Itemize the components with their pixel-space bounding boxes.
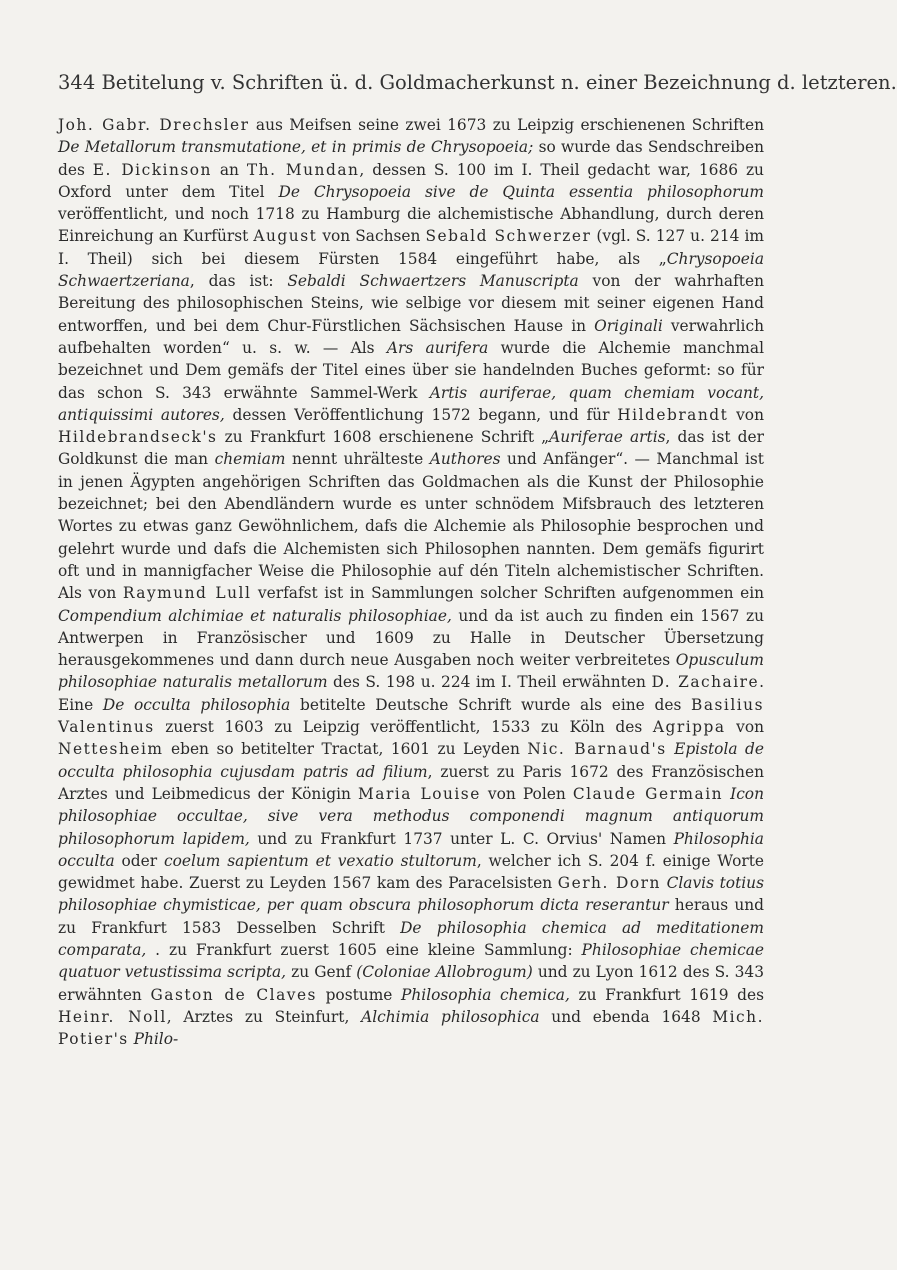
spaced-name-text: Sebald Schwerzer [425,227,592,246]
italic-title-text: De Chrysopoeia sive de Quinta essentia philosophorum [278,182,764,201]
text-run: betitelte Deutsche Schrift wurde als eine des [290,695,692,714]
text-run: zuerst 1603 zu Leipzig veröffentlicht, 1533 zu Köln des [154,718,653,737]
spaced-name-text: D. Zachaire [651,673,760,692]
italic-title-text: De Metallorum transmutatione, et in primis de Chrysopoeia; [58,138,534,157]
spaced-name-text: Agrippa [652,718,726,737]
italic-title-text: Philosophia occulta [58,829,764,870]
spaced-name-text: Maria Louise [358,784,481,803]
text-run: , Arztes zu Steinfurt, [166,1007,362,1026]
text-run: . zu Frankfurt zuerst 1605 eine kleine Sammlung: [146,940,582,959]
italic-title-text: Opusculum philosophiae naturalis metallorum [58,651,764,692]
text-run: von [725,718,765,737]
spaced-name-text: Hildebrandt [617,405,729,424]
italic-title-text: Clavis totius philosophiae chymisticae, per quam obscura philosophorum dicta reserantur [58,874,764,915]
text-run: wurde die Alchemie manchmal bezeichnet und Dem gemäfs der Titel eines über sie handelnden Buches geformt: so für das schon S. 343 erwähnte Sammel-Werk [58,338,764,402]
italic-title-text: chemiam [214,450,286,469]
spaced-name-text: Gaston de Claves [150,985,317,1004]
page-number: 344 [58,71,96,94]
spaced-name-text: Nic. Barnaud's [527,740,667,759]
italic-title-text: Philosophia chemica, [401,985,570,1004]
italic-title-text: Authores [429,450,501,469]
italic-title-text: Originali [594,316,663,335]
spaced-name-text: Nettesheim [58,740,164,759]
italic-title-text: Philosophiae chemicae quatuor vetustissima scripta, [58,940,765,982]
text-run: verfafst ist in Sammlungen solcher Schriften aufgenommen ein [251,584,765,603]
text-run: an [211,160,247,179]
text-run: zu Frankfurt 1619 des [569,985,764,1004]
spaced-name-text: Th. Mundan [246,160,360,179]
text-run: und zu Lyon 1612 des S. 343 erwähnten [58,963,764,1004]
text-run: von Polen [480,784,573,803]
spaced-name-text: Mich. Potier's [58,1007,764,1049]
text-run: zu Frankfurt 1608 erschienene Schrift „ [217,428,550,447]
spaced-name-text: August [253,227,318,246]
italic-title-text: De philosophia chemica ad meditationem comparata, [58,918,764,959]
running-header [58,70,897,96]
text-run: , das ist: [189,272,288,291]
italic-title-text: Icon philosophiae occultae, sive vera methodus componendi magnum antiquorum philosophorum lapidem, [58,784,764,848]
text-run: dessen Veröffentlichung 1572 begann, und für [224,405,618,424]
spaced-name-text: Raymund Lull [122,584,252,603]
text-run: (vgl. S. 127 u. 214 im I. Theil) sich bei diesem Fürsten 1584 eingeführt habe, als „ [58,227,764,268]
italic-title-text: Auriferae artis [549,428,666,447]
text-run: , welcher ich S. 204 f. einige Worte gewidmet habe. Zuerst zu Leyden 1567 kam des Paracelsisten [58,851,764,893]
main-text [58,114,764,1050]
italic-title-text: Alchimia philosophica [361,1007,540,1026]
running-title: Betitelung v. Schriften ü. d. Goldmacherkunst n. einer Bezeichnung d. letzteren. [101,71,897,94]
italic-title-text: Chrysopoeia Schwaertzeriana [58,249,764,291]
text-run: von [728,405,764,424]
text-run: so wurde das Sendschreiben des [58,138,765,179]
spaced-name-text: Hildebrandseck's [58,428,218,447]
text-run: und da ist auch zu finden ein 1567 zu Antwerpen in Französischer und 1609 zu Halle in Deutscher Übersetzung herausgekommenes und dann durch neue Ausgaben noch weiter verbreitetes [58,606,765,670]
spaced-name-text: E. Dickinson [92,160,212,179]
italic-title-text: Epistola de occulta philosophia cujusdam patris ad filium [58,740,764,781]
text-run: aus Meifsen seine zwei 1673 zu Leipzig erschienenen Schriften [249,116,764,134]
spaced-name-text: Gerh. Dorn [557,874,661,893]
text-run: des S. 198 u. 224 im I. Theil erwähnten [327,673,652,692]
spaced-name-text: Joh. Gabr. Drechsler [58,116,250,134]
spaced-name-text: Basilius Valentinus [58,695,764,737]
spaced-name-text: Claude Germain [572,784,724,803]
text-run: und ebenda 1648 [539,1007,713,1026]
text-run: postume [316,985,402,1004]
text-run: und zu Frankfurt 1737 unter L. C. Orvius' Namen [249,829,674,848]
spaced-name-text: Heinr. Noll [58,1007,167,1026]
body-paragraph [58,114,764,1050]
text-run: verwahrlich aufbehalten worden“ u. s. w. — Als [58,316,764,357]
italic-title-text: Artis auriferae, quam chemiam vocant, antiquissimi autores, [58,383,764,424]
italic-title-text: Sebaldi Schwaertzers Manuscripta [287,272,579,291]
italic-title-text: Philo- [133,1030,179,1049]
text-run: heraus und zu Frankfurt 1583 Desselben Schrift [58,896,764,937]
text-run: oder [114,851,164,870]
text-run: zu Genf [286,963,357,982]
text-run: , dessen S. 100 im I. Theil gedacht war, 1686 zu Oxford unter dem Titel [58,160,764,201]
text-run: , zuerst zu Paris 1672 des Französischen Arztes und Leibmedicus der Königin [58,762,764,803]
text-run: von der wahrhaften Bereitung des philosophischen Steins, wie selbige vor diesem mit seiner eigenen Hand entworffen, und bei dem Chur-Fürstlichen Sächsischen Hause in [58,272,764,335]
text-run: veröffentlicht, und noch 1718 zu Hamburg die alchemistische Abhandlung, durch deren Einreichung an Kurfürst [58,205,764,246]
text-run [667,740,674,758]
text-run: eben so betitelter Tractat, 1601 zu Leyden [163,740,528,759]
text-run: , das ist der Goldkunst die man [58,428,764,469]
italic-title-text: De occulta philosophia [102,695,291,714]
text-run: und Anfänger“. — Manchmal ist in jenen Ägypten angehörigen Schriften das Goldmachen als die Kunst der Philosophie bezeichnet; bei den Abendländern wurde es unter schnödem Mifsbrauch des letzteren Wortes zu etwas ganz Gewöhnlichem, dafs die Alchemie als Philosophie besprochen und gelehrt wurde und dafs die Alchemisten sich Philosophen nannten. Dem gemäfs figurirt oft und in mannigfacher Weise die Philosophie auf dén Titeln alchemistischer Schriften. Als von [58,450,764,603]
italic-title-text: (Coloniae Allobrogum) [356,963,533,982]
italic-title-text: coelum sapientum et vexatio stultorum [163,851,477,870]
text-run: . Eine [58,673,765,714]
text-run: von Sachsen [317,227,426,246]
italic-title-text: Ars aurifera [386,338,489,357]
text-run: nennt uhrälteste [285,450,430,469]
italic-title-text: Compendium alchimiae et naturalis philosophiae, [58,606,452,625]
